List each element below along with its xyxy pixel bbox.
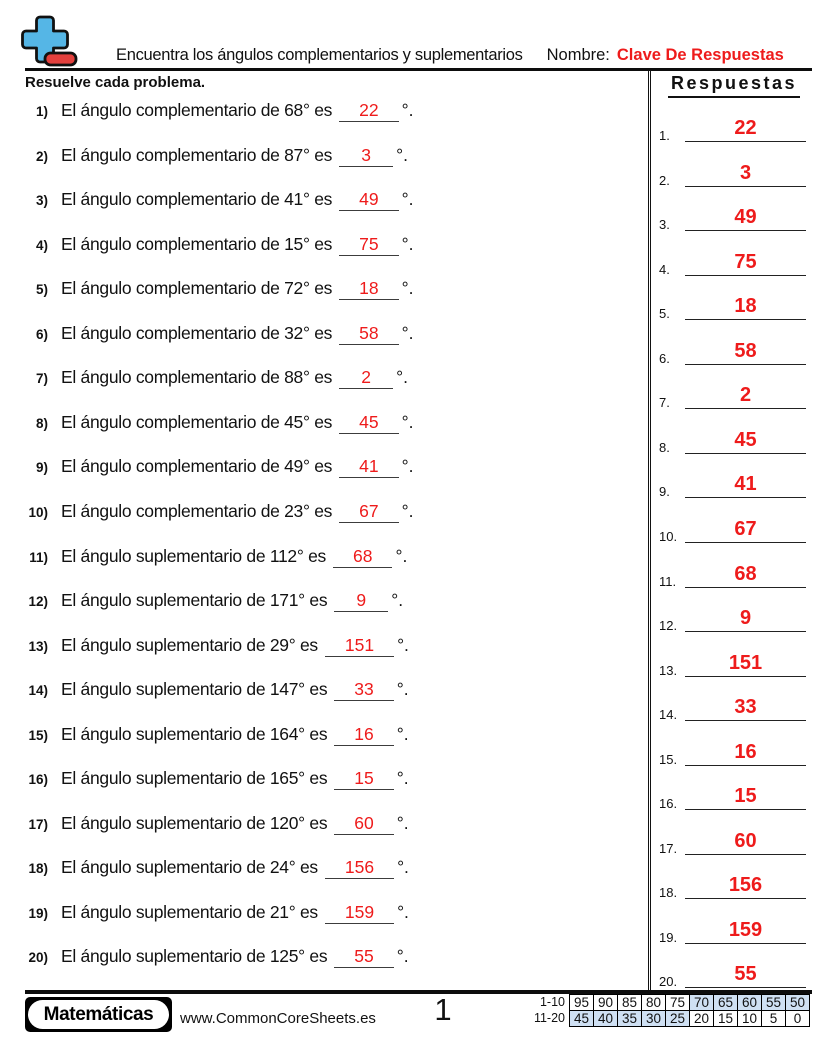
score-cell: 25 — [666, 1011, 690, 1027]
answer-blank: 33 — [334, 679, 393, 701]
answer-item — [655, 292, 815, 320]
answer-item — [655, 560, 815, 588]
answer-number: 13. — [659, 662, 678, 678]
answer-value: 156 — [685, 872, 806, 899]
problem-number: 17) — [28, 816, 48, 832]
degree-suffix: °. — [396, 679, 409, 700]
degree-suffix: °. — [397, 901, 409, 922]
problem-row — [0, 278, 413, 302]
score-cell: 60 — [738, 995, 762, 1011]
answer-blank: 9 — [334, 590, 388, 612]
score-cell: 95 — [570, 995, 594, 1011]
problem-row — [0, 456, 413, 480]
problem-row — [0, 100, 413, 124]
website-url: www.CommonCoreSheets.es — [180, 1010, 376, 1027]
answer-value: 41 — [685, 471, 806, 498]
answer-number: 7. — [659, 395, 670, 411]
problem-text: El ángulo suplementario de 164° es — [61, 723, 328, 744]
degree-suffix: °. — [391, 590, 404, 611]
answer-value: 9 — [685, 605, 806, 632]
answer-item — [655, 515, 815, 543]
answer-value: 67 — [685, 516, 806, 543]
problem-row — [0, 679, 409, 703]
score-cell: 5 — [762, 1011, 786, 1027]
answer-value: 68 — [685, 561, 806, 588]
problem-row — [0, 546, 407, 570]
answer-item — [655, 916, 815, 944]
answer-number: 5. — [659, 306, 670, 322]
score-table-row — [528, 1011, 810, 1027]
answer-value: 22 — [685, 115, 806, 142]
problem-text: El ángulo suplementario de 29° es — [61, 634, 318, 655]
answer-value: 151 — [685, 650, 806, 677]
problem-number: 20) — [28, 950, 48, 966]
degree-suffix: °. — [396, 723, 409, 744]
answer-blank: 75 — [339, 234, 398, 256]
score-cell: 30 — [642, 1011, 666, 1027]
problem-row — [0, 813, 409, 837]
problem-number: 9) — [35, 460, 48, 476]
answer-number: 10. — [659, 528, 678, 544]
score-cell: 55 — [762, 995, 786, 1011]
answer-blank: 156 — [325, 857, 394, 879]
score-cell: 15 — [714, 1011, 738, 1027]
answer-number: 15. — [659, 751, 678, 767]
answer-blank: 41 — [339, 456, 398, 478]
score-cell: 90 — [594, 995, 618, 1011]
answer-blank: 3 — [339, 145, 393, 167]
answer-value: 55 — [685, 961, 806, 988]
problem-text: El ángulo suplementario de 171° es — [61, 590, 328, 611]
answer-value: 18 — [685, 293, 806, 320]
degree-suffix: °. — [397, 857, 409, 878]
score-cell: 70 — [690, 995, 714, 1011]
answer-blank: 49 — [339, 189, 398, 211]
problem-row — [0, 367, 408, 391]
answer-item — [655, 827, 815, 855]
problem-number: 1) — [35, 104, 48, 119]
problem-text: El ángulo complementario de 87° es — [61, 144, 333, 165]
page-title: Encuentra los ángulos complementarios y suplementarios — [116, 46, 523, 64]
problem-number: 2) — [35, 148, 48, 164]
answer-number: 2. — [659, 172, 670, 188]
answer-blank: 2 — [339, 367, 393, 389]
problem-number: 14) — [28, 683, 48, 699]
problem-number: 16) — [28, 772, 48, 788]
problem-number: 3) — [35, 193, 48, 209]
answer-number: 17. — [659, 840, 678, 856]
score-cell: 50 — [786, 995, 810, 1011]
degree-suffix: °. — [396, 768, 409, 789]
brand-badge — [25, 997, 172, 1032]
degree-suffix: °. — [396, 946, 409, 967]
problem-text: El ángulo suplementario de 147° es — [61, 679, 328, 700]
score-table — [528, 994, 810, 1027]
degree-suffix: °. — [401, 500, 414, 521]
degree-suffix: °. — [401, 189, 414, 210]
problem-row — [0, 501, 413, 525]
problem-row — [0, 902, 409, 926]
problem-number: 6) — [35, 326, 48, 342]
degree-suffix: °. — [395, 545, 408, 566]
answer-blank: 159 — [325, 902, 394, 924]
answer-blank: 22 — [339, 100, 398, 122]
header-divider — [25, 68, 812, 71]
answer-number: 1. — [659, 128, 670, 143]
problem-text: El ángulo complementario de 41° es — [61, 189, 333, 210]
problem-text: El ángulo complementario de 88° es — [61, 367, 333, 388]
plus-minus-icon — [21, 12, 83, 70]
problem-number: 13) — [28, 638, 48, 654]
degree-suffix: °. — [401, 233, 414, 254]
answer-value: 58 — [685, 338, 806, 365]
problem-row — [0, 590, 403, 614]
score-row-label: 1-10 — [539, 995, 565, 1010]
answer-blank: 45 — [339, 412, 398, 434]
degree-suffix: °. — [396, 144, 409, 165]
answer-item — [655, 337, 815, 365]
answer-number: 16. — [659, 796, 678, 812]
problem-row — [0, 768, 409, 792]
answers-panel-title — [655, 73, 813, 98]
score-cell: 45 — [570, 1011, 594, 1027]
degree-suffix: °. — [401, 456, 414, 477]
score-cell: 75 — [666, 995, 690, 1011]
page-number: 1 — [434, 992, 452, 1027]
degree-suffix: °. — [401, 411, 414, 432]
answer-item — [655, 470, 815, 498]
problem-number: 11) — [29, 549, 48, 565]
problem-number: 12) — [28, 594, 48, 610]
problem-row — [0, 145, 408, 169]
problem-row — [0, 323, 413, 347]
answer-number: 6. — [659, 350, 670, 366]
problem-text: El ángulo suplementario de 165° es — [61, 768, 328, 789]
score-cell: 65 — [714, 995, 738, 1011]
problem-text: El ángulo suplementario de 112° es — [61, 545, 326, 566]
problem-number: 15) — [28, 727, 48, 743]
answer-item — [655, 871, 815, 899]
problem-number: 18) — [28, 861, 48, 877]
answer-value: 16 — [685, 739, 806, 766]
answer-value: 60 — [685, 828, 806, 855]
answer-item — [655, 738, 815, 766]
answer-value: 159 — [685, 917, 806, 944]
answer-item — [655, 604, 815, 632]
problem-row — [0, 635, 409, 659]
score-table-row — [528, 995, 810, 1011]
answer-item — [655, 114, 815, 142]
problem-text: El ángulo suplementario de 125° es — [61, 946, 328, 967]
answer-number: 14. — [659, 707, 678, 723]
problem-number: 19) — [28, 905, 48, 921]
answer-item — [655, 203, 815, 231]
answer-item — [655, 381, 815, 409]
problem-number: 5) — [35, 282, 48, 298]
answer-value: 2 — [685, 382, 806, 409]
answer-value: 15 — [685, 783, 806, 810]
problem-text: El ángulo complementario de 15° es — [61, 233, 333, 254]
answer-number: 8. — [659, 439, 670, 455]
problem-text: El ángulo suplementario de 21° es — [61, 901, 318, 922]
score-cell: 40 — [594, 1011, 618, 1027]
degree-suffix: °. — [401, 100, 414, 120]
answer-value: 75 — [685, 249, 806, 276]
answer-number: 9. — [659, 484, 670, 500]
answer-item — [655, 782, 815, 810]
answers-panel-title-text: Respuestas — [668, 73, 800, 98]
problem-number: 7) — [35, 371, 48, 387]
problem-row — [0, 946, 409, 970]
header-title-row — [116, 46, 784, 65]
problem-row — [0, 857, 409, 881]
degree-suffix: °. — [397, 634, 409, 655]
brand-label: Matemáticas — [28, 1000, 169, 1029]
problem-number: 8) — [35, 415, 48, 431]
problem-number: 10) — [28, 504, 48, 520]
problem-text: El ángulo suplementario de 120° es — [61, 812, 328, 833]
score-cell: 85 — [618, 995, 642, 1011]
score-cell: 80 — [642, 995, 666, 1011]
answer-item — [655, 426, 815, 454]
answer-number: 3. — [659, 217, 670, 233]
degree-suffix: °. — [396, 367, 409, 388]
degree-suffix: °. — [401, 322, 414, 343]
name-label: Nombre: — [546, 46, 610, 64]
score-row-label: 11-20 — [533, 1011, 565, 1026]
answer-blank: 68 — [333, 546, 392, 568]
score-cell: 10 — [738, 1011, 762, 1027]
answer-number: 20. — [659, 974, 678, 990]
answer-blank: 151 — [325, 635, 394, 657]
problem-row — [0, 189, 413, 213]
answer-blank: 16 — [334, 724, 393, 746]
problem-row — [0, 724, 409, 748]
answer-number: 11. — [659, 573, 677, 589]
name-value: Clave De Respuestas — [616, 46, 784, 64]
answer-blank: 55 — [334, 946, 393, 968]
problem-text: El ángulo complementario de 45° es — [61, 411, 333, 432]
answer-blank: 60 — [334, 813, 393, 835]
answer-number: 18. — [659, 885, 678, 901]
answer-blank: 15 — [334, 768, 393, 790]
score-cell: 35 — [618, 1011, 642, 1027]
score-cell: 0 — [786, 1011, 810, 1027]
problem-text: El ángulo complementario de 49° es — [61, 456, 333, 477]
problem-text: El ángulo complementario de 23° es — [61, 500, 333, 521]
answer-number: 19. — [659, 929, 678, 945]
answer-blank: 18 — [339, 278, 398, 300]
answer-item — [655, 159, 815, 187]
answer-item — [655, 960, 815, 988]
answer-item — [655, 248, 815, 276]
answer-item — [655, 693, 815, 721]
degree-suffix: °. — [396, 812, 409, 833]
problem-text: El ángulo complementario de 72° es — [61, 278, 333, 299]
instruction-text: Resuelve cada problema. — [25, 74, 206, 91]
column-divider — [648, 70, 651, 991]
problem-number: 4) — [35, 237, 48, 253]
answer-value: 33 — [685, 694, 806, 721]
answer-value: 3 — [685, 160, 806, 187]
answer-number: 12. — [659, 618, 678, 634]
answer-item — [655, 649, 815, 677]
answer-number: 4. — [659, 261, 670, 277]
answer-value: 45 — [685, 427, 806, 454]
problem-text: El ángulo complementario de 68° es — [61, 100, 333, 120]
answer-blank: 67 — [339, 501, 398, 523]
answer-blank: 58 — [339, 323, 398, 345]
degree-suffix: °. — [401, 278, 414, 299]
problem-text: El ángulo suplementario de 24° es — [61, 857, 318, 878]
problem-text: El ángulo complementario de 32° es — [61, 322, 333, 343]
problem-row — [0, 234, 413, 258]
score-cell: 20 — [690, 1011, 714, 1027]
answer-value: 49 — [685, 204, 806, 231]
problem-row — [0, 412, 413, 436]
